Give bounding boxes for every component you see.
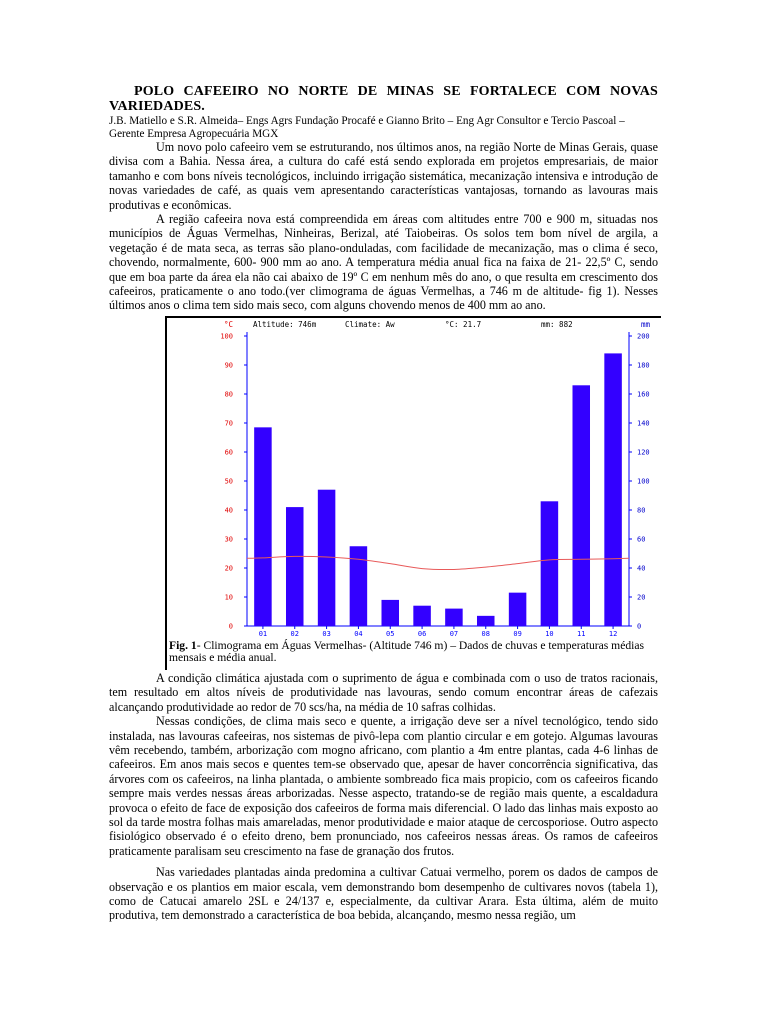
right-tick-label: 40 — [637, 564, 646, 573]
x-tick-label: 01 — [258, 629, 268, 638]
x-tick-label: 07 — [449, 629, 459, 638]
chart-header-temperature: °C: 21.7 — [445, 319, 482, 329]
paragraph-1: Um novo polo cafeeiro vem se estruturando, nos últimos anos, na região Norte de Minas Gerais, quase divisa com a Bahia. Nessa área, a cultura do café está sendo explorada em projetos empresariais, de maior tamanho e com bons níveis tecnológicos, incluindo irrigação sistemática, mecanização intensiva e introdução de novas variedades de café, as quais vem apresentando características vantajosas, tornando as lavouras mais produtivas e econômicas. — [109, 140, 658, 212]
left-tick-label: 60 — [224, 448, 233, 457]
right-tick-label: 180 — [637, 361, 650, 370]
precipitation-bar — [381, 600, 399, 626]
x-tick-label: 03 — [322, 629, 331, 638]
precipitation-bar — [254, 427, 272, 626]
precipitation-bar — [572, 385, 590, 626]
left-axis-unit-label: °C — [224, 319, 234, 329]
precipitation-bar — [541, 501, 559, 626]
x-tick-label: 05 — [386, 629, 395, 638]
x-tick-label: 02 — [290, 629, 299, 638]
right-tick-label: 100 — [637, 477, 650, 486]
precipitation-bar — [604, 353, 622, 626]
left-tick-label: 20 — [224, 564, 233, 573]
right-tick-label: 60 — [637, 535, 646, 544]
paragraph-5: Nas variedades plantadas ainda predomina a cultivar Catuai vermelho, porem os dados de campos de observação e os plantios em maior escala, vem demonstrando bom desempenho de cultivares novos (tabela 1), como de Catucai amarelo 2SL e 24/137 e, especialmente, da cultivar Arara. Esta última, além de muito produtiva, tem demonstrado a característica de boa bebida, alcançando, mesmo nessa região, um — [109, 865, 658, 923]
left-tick-label: 40 — [224, 506, 233, 515]
temperature-line — [247, 556, 629, 569]
right-tick-label: 120 — [637, 448, 650, 457]
article-page — [109, 84, 658, 923]
x-tick-label: 11 — [577, 629, 586, 638]
chart-header-rainfall: mm: 882 — [541, 319, 573, 329]
left-tick-label: 10 — [224, 593, 233, 602]
x-tick-label: 12 — [608, 629, 618, 638]
x-tick-label: 10 — [545, 629, 554, 638]
article-authors: J.B. Matiello e S.R. Almeida– Engs Agrs Fundação Procafé e Gianno Brito – Eng Agr Consultor e Tercio Pascoal – Gerente Empresa Agropecuária MGX — [109, 115, 625, 140]
right-tick-label: 200 — [637, 332, 650, 341]
x-tick-label: 06 — [417, 629, 427, 638]
left-tick-label: 90 — [224, 361, 233, 370]
x-tick-label: 08 — [481, 629, 490, 638]
chart-header-altitude: Altitude: 746m — [253, 319, 317, 329]
left-tick-label: 50 — [224, 477, 233, 486]
right-tick-label: 0 — [637, 622, 642, 631]
right-axis-unit-label: mm — [641, 319, 651, 329]
chart-header-climate: Climate: Aw — [345, 319, 395, 329]
precipitation-bar — [318, 490, 336, 626]
paragraph-3: A condição climática ajustada com o suprimento de água e combinada com o uso de tratos racionais, tem resultado em altos níveis de produtividade nas lavouras, sendo comum encontrar áreas de cafezais alcançando produtividade ao redor de 70 scs/ha, na média de 10 safras colhidas. — [109, 670, 658, 714]
figure-caption-text: - Climograma em Águas Vermelhas- (Altitude 746 m) – Dados de chuvas e temperaturas médias mensais e média anual. — [169, 638, 645, 664]
precipitation-bar — [509, 593, 527, 626]
paragraph-2: A região cafeeira nova está compreendida em áreas com altitudes entre 700 e 900 m, situadas nos municípios de Águas Vermelhas, Ninheiras, Berizal, até Taiobeiras. Os solos tem bom nível de argila, a vegetação é de mata seca, as terras são plano-onduladas, com facilidade de mecanização, mas o clima é seco, chovendo, normalmente, 600- 900 mm ao ano. A temperatura média anual fica na faixa de 21- 22,5º C, sendo que em boa parte da área ela não cai abaixo de 19º C em nenhum mês do ano, o que resulta em crescimento dos cafeeiros, praticamente o ano todo.(ver climograma de águas Vermelhas, a 746 m de altitude- fig 1). Nesses últimos anos o clima tem sido mais seco, com alguns chovendo menos de 400 mm ao ano. — [109, 212, 658, 313]
precipitation-bar — [286, 507, 304, 626]
left-tick-label: 80 — [224, 390, 233, 399]
precipitation-bar — [413, 606, 431, 626]
climograph-chart — [109, 316, 658, 640]
paragraph-4: Nessas condições, de clima mais seco e quente, a irrigação deve ser a nível tecnológico, tendo sido instalada, nas lavouras cafeeiras, nos sistemas de pivô-lepa com plantio circular e em gotejo. Algumas lavouras vêm recebendo, também, arborização com mogno africano, com plantio a 4m entre plantas, cada 4-6 linhas de cafeeiros. Em anos mais secos e quentes tem-se observado que, apesar de haver concorrência significativa, das árvores com os cafeeiros, na linha plantada, o ambiente sombreado fica mais propicio, com os cafeeiros ficando sempre mais verdes nessas áreas arborizadas. Nesse aspecto, tratando-se de região mais quente, a escaldadura provoca o efeito de face de exposição dos cafeeiros de forma mais diferencial. O lado das linhas mais exposto ao sol da tarde mostra folhas mais amareladas, menor produtividade e maior ataque de cercosporiose. Outro aspecto fisiológico observado é o efeito dreno, bem pronunciado, nos cafeeiros nessas áreas. Os ramos de cafeeiros praticamente paralisam seu crescimento na fase de granação dos frutos. — [109, 714, 658, 858]
right-tick-label: 20 — [637, 593, 646, 602]
right-tick-label: 80 — [637, 506, 646, 515]
right-tick-label: 160 — [637, 390, 650, 399]
figure-caption-label: Fig. 1 — [169, 638, 197, 652]
left-tick-label: 70 — [224, 419, 233, 428]
x-tick-label: 09 — [513, 629, 522, 638]
figure-1 — [109, 316, 658, 671]
left-tick-label: 100 — [220, 332, 233, 341]
x-tick-label: 04 — [354, 629, 363, 638]
precipitation-bar — [477, 616, 495, 626]
figure-caption — [169, 640, 655, 664]
right-tick-label: 140 — [637, 419, 650, 428]
left-tick-label: 30 — [224, 535, 233, 544]
left-tick-label: 0 — [228, 622, 233, 631]
article-title: POLO CAFEEIRO NO NORTE DE MINAS SE FORTALECE COM NOVAS VARIEDADES. — [109, 84, 658, 114]
precipitation-bar — [445, 608, 463, 625]
